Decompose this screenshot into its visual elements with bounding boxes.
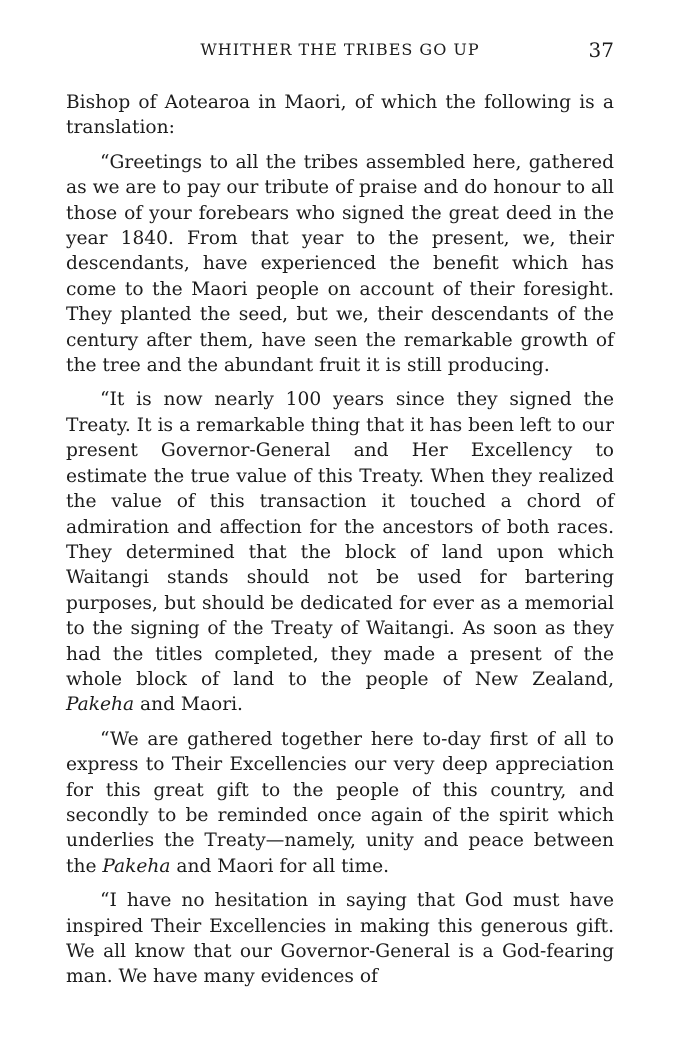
running-title: WHITHER THE TRIBES GO UP — [200, 40, 480, 59]
page-number: 37 — [588, 38, 614, 62]
paragraph-treaty-text-b: and Maori. — [134, 694, 243, 716]
paragraph-hesitation: “I have no hesitation in saying that God must have inspired Their Excellencies in making this generous gift. We all know that our Governor-General is a God-fearing man. We have many evidences of — [66, 890, 614, 988]
paragraph-continued: Bishop of Aotearoa in Maori, of which the following is a translation: — [66, 92, 614, 139]
paragraph-gathered-text-a: “We are gathered together here to-day first of all to express to Their Excellencies our very deep appreciation for this great gift to the people of this country, and secondly to be reminded once again of the spirit which underlies the Treaty—namely, unity and peace between the — [66, 728, 614, 877]
paragraph-treaty — [66, 387, 614, 717]
paragraph-greetings: “Greetings to all the tribes assembled here, gathered as we are to pay our tribute of praise and do honour to all those of your forebears who signed the great deed in the year 1840. From that year to the present, we, their descendants, have experienced the benefit which has come to the Maori people on account of their foresight. They planted the seed, but we, their descendants of the century after them, have seen the remarkable growth of the tree and the abundant fruit it is still producing. — [66, 151, 614, 377]
pakeha-italic: Pakeha — [66, 694, 135, 716]
pakeha-italic: Pakeha — [102, 855, 171, 877]
page-header — [66, 40, 614, 66]
body-text — [66, 90, 614, 990]
paragraph-gathered-text-b: and Maori for all time. — [170, 855, 390, 877]
paragraph-gathered — [66, 727, 614, 879]
paragraph-treaty-text-a: “It is now nearly 100 years since they signed the Treaty. It is a remarkable thing that it has been left to our present Governor-General and Her Excellency to estimate the true value of this Treaty. When they realized the value of this transaction it touched a chord of admiration and affection for the ancestors of both races. They determined that the block of land upon which Waitangi stands should not be used for bartering purposes, but should be dedicated for ever as a memorial to the signing of the Treaty of Waitangi. As soon as they had the titles completed, they made a present of the whole block of land to the people of New Zealand, — [66, 389, 614, 690]
